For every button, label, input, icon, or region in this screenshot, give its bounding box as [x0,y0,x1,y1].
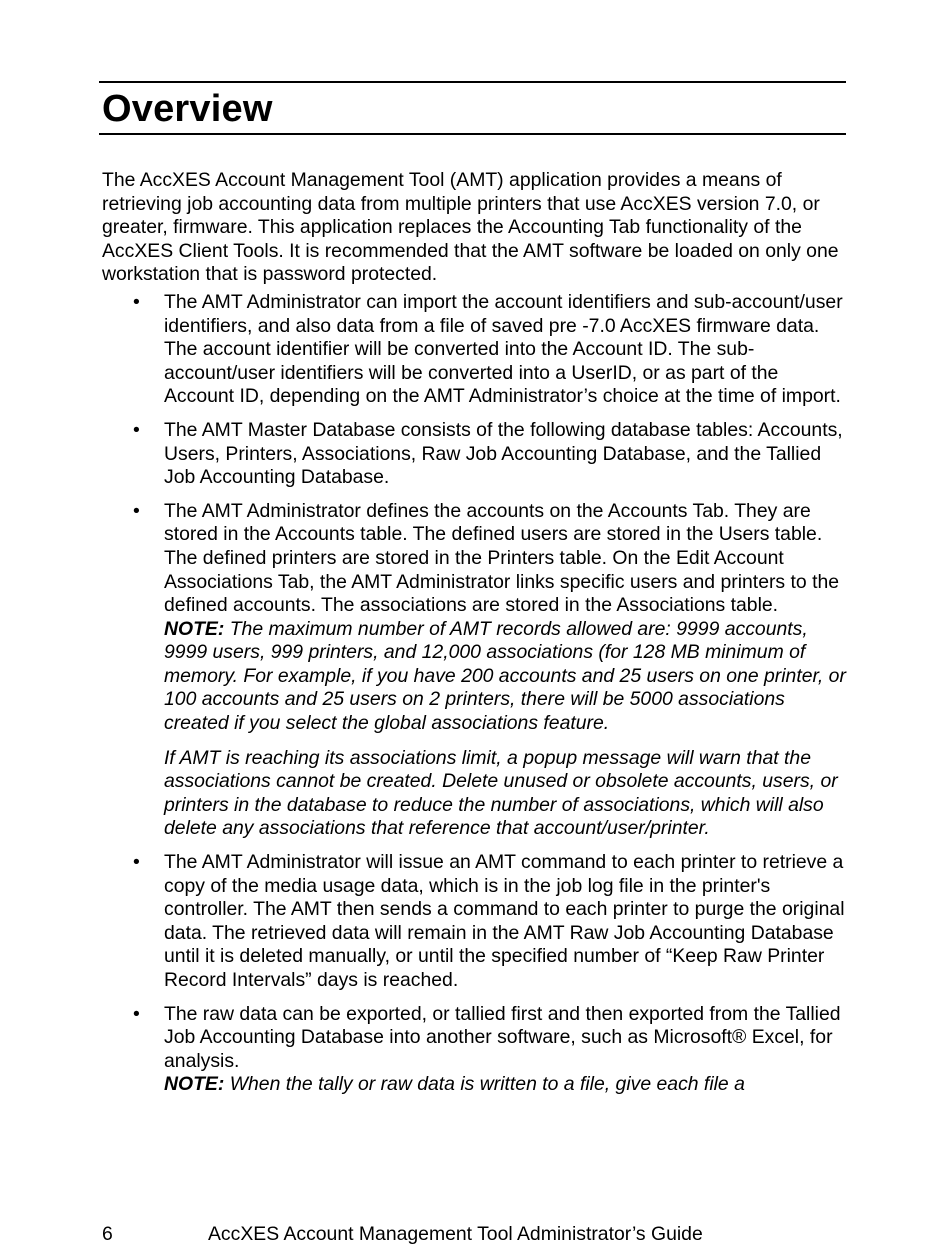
list-item [102,500,846,841]
bullet-marker: • [133,851,140,874]
bullet-marker: • [133,418,140,441]
page-body [102,169,846,1107]
note-text: When the tally or raw data is written to a file, give each file a [224,1073,745,1096]
list-item [102,419,846,490]
bullet-marker: • [133,290,140,313]
note-continuation: If AMT is reaching its associations limit, a popup message will warn that the associations cannot be created. Delete unused or obsolete accounts, users, or printers in the database to reduce the number of associations, which will also delete any associations that reference that account/user/printer. [164,746,838,840]
bullet-list [102,291,846,1097]
list-item-text: The AMT Administrator defines the accounts on the Accounts Tab. They are stored in the Accounts table. The defined users are stored in the Users table. The defined printers are stored in the Printers table. On the Edit Account Associations Tab, the AMT Administrator links specific users and printers to the defined accounts. The associations are stored in the Associations table. [164,499,840,617]
note-text: The maximum number of AMT records allowed are: 9999 accounts, 9999 users, 999 printers, and 12,000 associations (for 128 MB minimum of memory. For example, if you have 200 accounts and 25 users on one printer, or 100 accounts and 25 users on 2 printers, there will be 5000 associations created if you select the global associations feature. [164,617,846,735]
heading-top-rule [99,81,846,83]
intro-paragraph: The AccXES Account Management Tool (AMT) application provides a means of retrieving job accounting data from multiple printers that use AccXES version 7.0, or greater, firmware. This application replaces the Accounting Tab functionality of the AccXES Client Tools. It is recommended that the AMT software be loaded on only one workstation that is password protected. [102,169,839,286]
footer-title: AccXES Account Management Tool Administrator’s Guide [208,1223,703,1245]
list-item [102,291,846,409]
page-number: 6 [102,1223,113,1245]
heading-bottom-rule [99,133,846,135]
list-item-text: The AMT Administrator will issue an AMT command to each printer to retrieve a copy of the media usage data, which is in the job log file in the printer's controller. The AMT then sends a command to each printer to purge the original data. The retrieved data will remain in the AMT Raw Job Accounting Database until it is deleted manually, or until the specified number of “Keep Raw Printer Record Intervals” days is reached. [164,851,845,991]
page-title: Overview [102,88,273,130]
list-item [102,851,846,993]
note-paragraph [164,618,846,736]
note-label: NOTE: [164,617,225,640]
list-item-text: The raw data can be exported, or tallied first and then exported from the Tallied Job Accounting Database into another software, such as Microsoft® Excel, for analysis. [164,1002,841,1072]
bullet-marker: • [133,499,140,522]
list-item-text: The AMT Master Database consists of the following database tables: Accounts, Users, Printers, Associations, Raw Job Accounting Database, and the Tallied Job Accounting Database. [164,418,843,489]
bullet-marker: • [133,1002,140,1025]
list-item [102,1003,846,1097]
note-paragraph [164,1073,846,1097]
note-label: NOTE: [164,1073,225,1096]
list-item-text: The AMT Administrator can import the account identifiers and sub-account/user identifiers, and also data from a file of saved pre -7.0 AccXES firmware data. The account identifier will be converted into the Account ID. The sub-account/user identifiers will be converted into a UserID, or as part of the Account ID, depending on the AMT Administrator’s choice at the time of import. [164,290,843,408]
